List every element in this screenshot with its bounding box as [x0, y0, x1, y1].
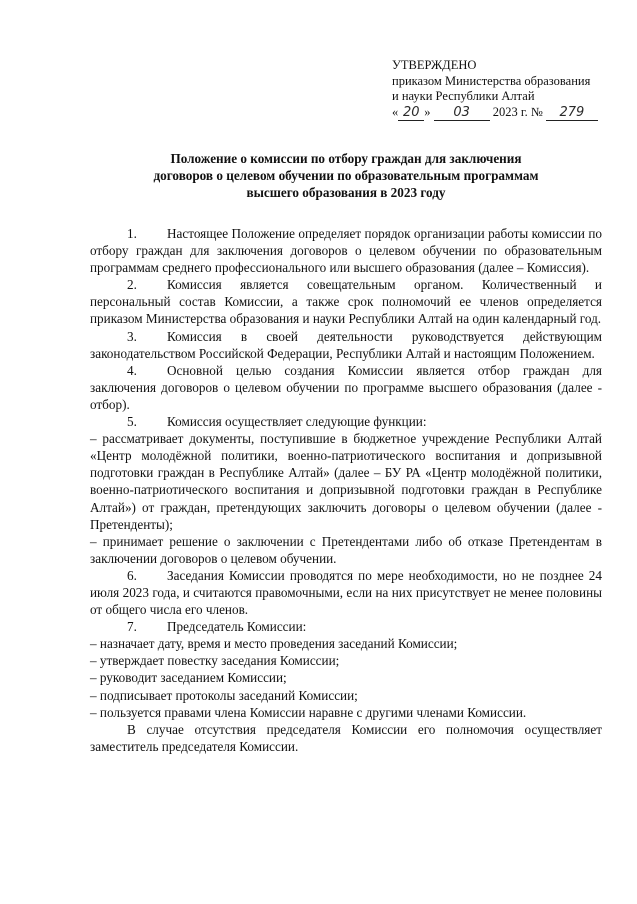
approval-day: 20	[398, 105, 424, 122]
approval-stamp	[392, 58, 632, 121]
document-title	[90, 150, 602, 201]
title-line-2: договоров о целевом обучении по образовательным программам	[153, 168, 539, 183]
approval-month: 03	[434, 105, 490, 122]
clause-2: 2. Комиссия является совещательным органом. Количественный и персональный состав Комиссии, а также срок полномочий ее членов определяется приказом Министерства образования и науки Республики Алтай на один календарный год.	[90, 277, 602, 327]
function-item: – рассматривает документы, поступившие в бюджетное учреждение Республики Алтай «Центр молодёжной политики, военно-патриотического воспитания и допризывной подготовки граждан в Республике Алтай» (далее – БУ РА «Центр молодёжной политики, военно-патриотического воспитания и допризывной подготовки граждан в Республике Алтай») от граждан, претендующих заключить договоры о целевом обучении (далее - Претенденты);	[90, 431, 602, 532]
clause-6: 6. Заседания Комиссии проводятся по мере необходимости, но не позднее 24 июля 2023 года, и считаются правомочными, если на них присутствует не менее половины от общего числа его членов.	[90, 567, 602, 618]
title-line-3: высшего образования в 2023 году	[246, 185, 446, 200]
clause-3: 3. Комиссия в своей деятельности руководствуется действующим законодательством Российской Федерации, Республики Алтай и настоящим Положением.	[90, 328, 602, 361]
approval-number: 279	[546, 105, 598, 122]
title-line-1: Положение о комиссии по отбору граждан для заключения	[170, 151, 522, 166]
clause-4: 4. Основной целью создания Комиссии является отбор граждан для заключения договоров о целевом обучении по программе высшего образования (далее - отбор).	[90, 362, 602, 412]
chair-duty-item: – пользуется правами члена Комиссии наравне с другими членами Комиссии.	[90, 704, 527, 720]
chair-duty-item: – руководит заседанием Комиссии;	[90, 670, 287, 686]
document-body	[90, 225, 602, 755]
clause-7: 7. Председатель Комиссии:	[127, 619, 307, 635]
clause-5: 5. Комиссия осуществляет следующие функции:	[127, 414, 427, 430]
chair-duty-item: – подписывает протоколы заседаний Комиссии;	[90, 687, 358, 703]
chair-duty-item: – утверждает повестку заседания Комиссии;	[90, 653, 340, 669]
quote-open: «	[392, 104, 399, 119]
chair-duty-item: – назначает дату, время и место проведения заседаний Комиссии;	[90, 636, 458, 652]
approval-order-line: приказом Министерства образования	[392, 73, 591, 88]
approval-heading: УТВЕРЖДЕНО	[392, 58, 477, 72]
approval-date-line	[392, 105, 632, 122]
closing-paragraph: В случае отсутствия председателя Комиссии его полномочия осуществляет заместитель председателя Комиссии.	[90, 721, 602, 754]
approval-ministry-line: и науки Республики Алтай	[392, 89, 535, 103]
function-item: – принимает решение о заключении с Претендентами либо об отказе Претендентам в заключении договоров о целевом обучении.	[90, 533, 602, 566]
clause-1: 1. Настоящее Положение определяет порядок организации работы комиссии по отбору граждан для заключения договоров о целевом обучении по образовательным программам среднего профессионального или высшего образования (далее – Комиссия).	[90, 226, 602, 276]
quote-close: »	[424, 104, 431, 119]
approval-year: 2023 г. №	[492, 104, 543, 119]
